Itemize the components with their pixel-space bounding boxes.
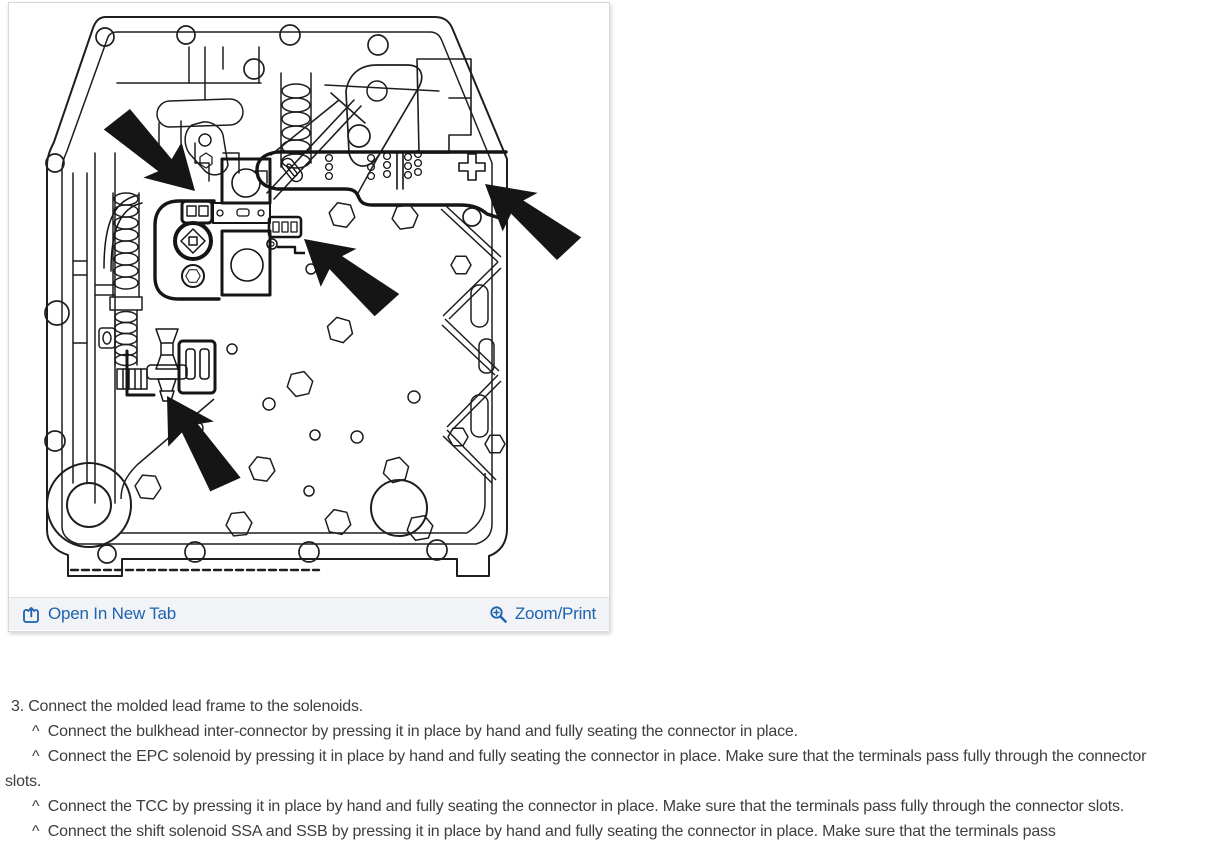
valve-body-diagram-svg (9, 3, 609, 597)
cross-connector (459, 154, 485, 180)
arrow-epc-connector (288, 219, 404, 329)
arrow-tcc-connector (469, 163, 585, 272)
step-3-text: 3. Connect the molded lead frame to the solenoids. (11, 698, 364, 715)
epc-connector (267, 217, 305, 253)
open-in-new-tab-label: Open In New Tab (48, 604, 177, 623)
diagram-panel (8, 2, 610, 632)
zoom-print-link[interactable] (489, 604, 596, 624)
arrow-shift-solenoid-connector (146, 382, 246, 501)
bullet-tcc: ^ Connect the TCC by pressing it in place by hand and fully seating the connector in place. Make sure that the terminals pass fully through the connector slots. (32, 798, 1125, 815)
open-in-new-tab-link[interactable] (22, 604, 176, 624)
bullet-epc: ^ Connect the EPC solenoid by pressing it in place by hand and fully seating the connector in place. Make sure that the terminals pass fully through the connector slots. (5, 748, 1151, 790)
bullet-bulkhead: ^ Connect the bulkhead inter-connector by pressing it in place by hand and fully seating the connector in place. (32, 723, 798, 740)
right-truss (441, 206, 505, 483)
zoom-print-label: Zoom/Print (514, 604, 596, 623)
bullet-shift-solenoid: ^ Connect the shift solenoid SSA and SSB by pressing it in place by hand and fully seating the connector in place. Make sure that the terminals pass (32, 823, 1056, 840)
instruction-text (0, 694, 1186, 844)
valve-body-diagram (9, 3, 609, 597)
zoom-plus-magnifier-icon (489, 605, 508, 624)
lead-frame-strip (257, 151, 506, 220)
open-in-new-tab-icon (22, 605, 41, 624)
image-toolbar (9, 597, 609, 630)
left-accumulators (73, 153, 142, 503)
